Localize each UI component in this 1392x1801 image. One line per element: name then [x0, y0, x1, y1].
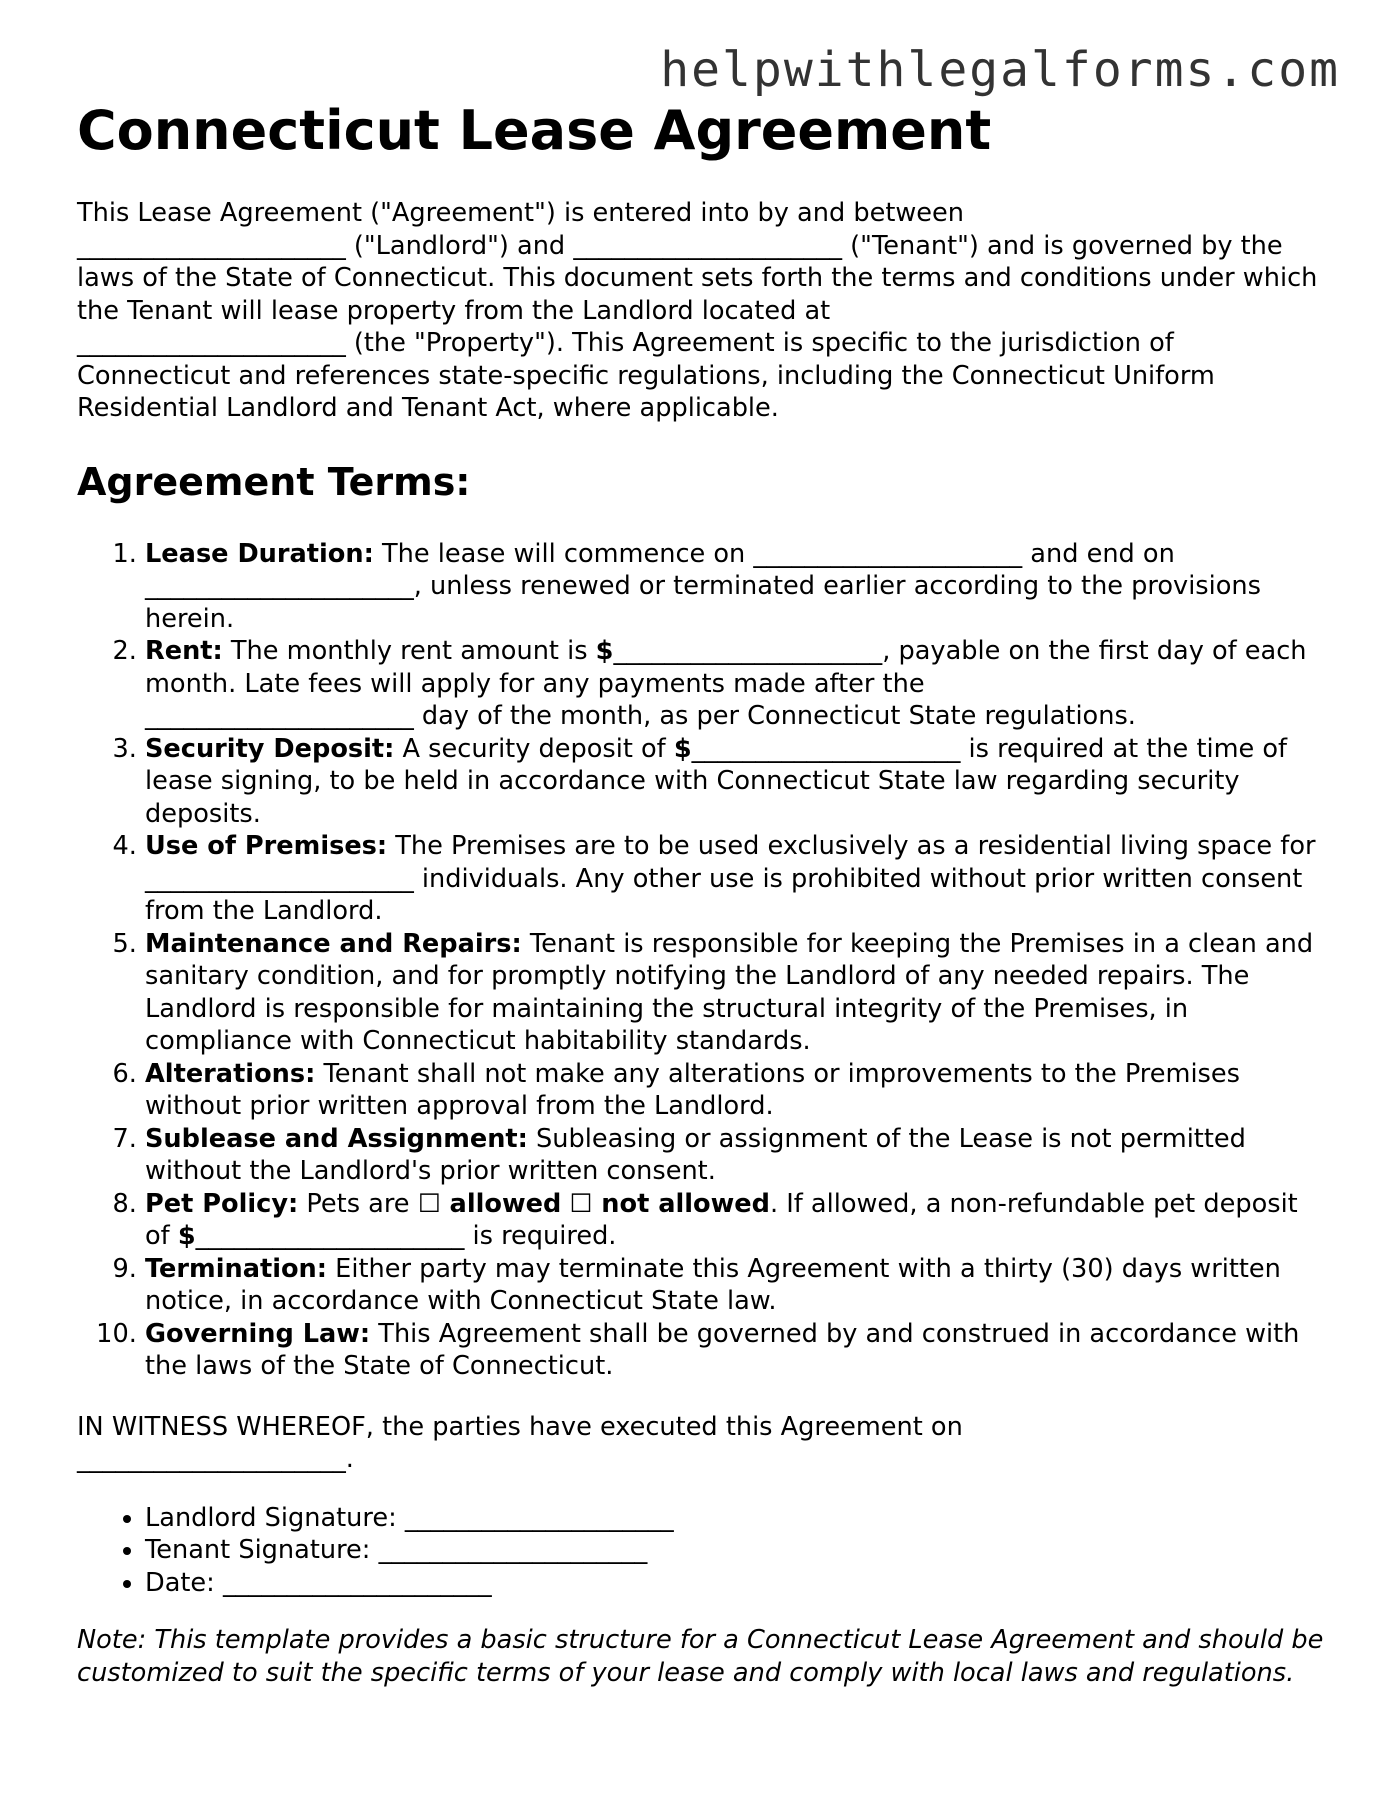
landlord-name-blank[interactable]: _____________________	[77, 230, 346, 261]
signature-date-blank[interactable]: _____________________	[222, 1567, 492, 1598]
witness-text: IN WITNESS WHEREOF, the parties have executed this Agreement on	[77, 1411, 963, 1442]
term-security-deposit	[145, 733, 1327, 831]
term-text: Pets are	[298, 1188, 418, 1219]
document-body	[77, 96, 1327, 1689]
term-text: The Premises are to be used exclusively as a residential living space for	[387, 831, 1316, 861]
term-text: , unless renewed or terminated earlier according to the provisions herein.	[145, 571, 1261, 634]
late-fee-day-blank[interactable]: _____________________	[145, 701, 414, 731]
signature-list	[77, 1502, 1327, 1600]
end-date-blank[interactable]: _____________________	[145, 571, 414, 601]
term-title: Sublease and Assignment:	[145, 1123, 528, 1154]
term-text: A security deposit of	[394, 733, 674, 764]
term-text: This Agreement shall be governed by and construed in accordance with the laws of the State of Connecticut.	[145, 1318, 1300, 1381]
dollar-sign: $	[595, 636, 614, 666]
term-maintenance	[145, 928, 1327, 1058]
term-title: Termination:	[145, 1253, 328, 1284]
intro-text: (the "Property"). This Agreement is specific to the jurisdiction of Connecticut and references state-specific regulations, including the Connecticut Uniform Residential Landlord and Tenant Act, where applicable.	[77, 328, 1215, 423]
terms-heading: Agreement Terms:	[77, 459, 471, 504]
term-text: individuals. Any other use is prohibited without prior written consent from the Landlord.	[145, 863, 1303, 926]
term-text: The monthly rent amount is	[222, 636, 596, 666]
landlord-signature-item	[145, 1502, 1327, 1535]
term-rent	[145, 635, 1327, 733]
intro-paragraph	[77, 197, 1327, 425]
signature-label: Tenant Signature:	[145, 1535, 379, 1565]
term-use-of-premises	[145, 830, 1327, 928]
witness-period: .	[345, 1444, 354, 1474]
term-text: Subleasing or assignment of the Lease is not permitted without the Landlord's prior written consent.	[145, 1123, 1246, 1186]
term-text: is required.	[464, 1221, 617, 1251]
term-alterations	[145, 1058, 1327, 1123]
terms-list	[77, 538, 1327, 1383]
term-text: , payable on the first day of each month. Late fees will apply for any payments made after the	[145, 636, 1307, 699]
term-pet-policy	[145, 1188, 1327, 1253]
term-text: Either party may terminate this Agreement with a thirty (30) days written notice, in accordance with Connecticut State law.	[145, 1253, 1281, 1316]
pet-deposit-blank[interactable]: _____________________	[195, 1221, 465, 1251]
template-note: Note: This template provides a basic structure for a Connecticut Lease Agreement and should be customized to suit the specific terms of your lease and comply with local laws and regulations.	[77, 1625, 1324, 1688]
page-title: Connecticut Lease Agreement	[77, 99, 992, 162]
signature-label: Landlord Signature:	[145, 1502, 405, 1533]
term-title: Rent:	[145, 636, 223, 666]
security-deposit-blank[interactable]: _____________________	[691, 733, 961, 764]
pets-not-allowed-label: not allowed	[592, 1188, 770, 1219]
term-sublease	[145, 1123, 1327, 1188]
rent-amount-blank[interactable]: _____________________	[613, 636, 883, 666]
property-address-blank[interactable]: _____________________	[77, 328, 346, 358]
term-title: Use of Premises:	[145, 831, 388, 861]
term-governing-law	[145, 1318, 1327, 1383]
term-text: The lease will commence on	[373, 538, 754, 569]
intro-text: ("Landlord") and	[345, 230, 574, 261]
term-lease-duration	[145, 538, 1327, 636]
term-title: Maintenance and Repairs:	[145, 928, 522, 959]
tenant-signature-blank[interactable]: _____________________	[378, 1535, 648, 1565]
term-text: Tenant shall not make any alterations or improvements to the Premises without prior written approval from the Landlord.	[145, 1058, 1240, 1121]
term-text: Tenant is responsible for keeping the Premises in a clean and sanitary condition, and for promptly notifying the Landlord of any needed repairs. The Landlord is responsible for maintaining the structural integrity of the Premises, in compliance with Connecticut habitability standards.	[145, 928, 1314, 1056]
execution-date-blank[interactable]: _____________________	[77, 1444, 346, 1474]
dollar-sign: $	[177, 1221, 196, 1251]
term-title: Alterations:	[145, 1058, 316, 1089]
date-item	[145, 1567, 1327, 1600]
intro-text: ("Tenant") and is governed by the laws of the State of Connecticut. This document sets forth the terms and conditions under which the Tenant will lease property from the Landlord located at	[77, 230, 1318, 326]
witness-paragraph	[77, 1411, 1327, 1476]
pets-not-allowed-checkbox[interactable]: ☐	[569, 1188, 593, 1219]
term-title: Security Deposit:	[145, 733, 395, 764]
term-text: is required at the time of lease signing, to be held in accordance with Connecticut State law regarding security deposits.	[145, 733, 1288, 829]
intro-text: This Lease Agreement ("Agreement") is entered into by and between	[77, 198, 965, 228]
dollar-sign: $	[673, 733, 692, 764]
occupants-blank[interactable]: _____________________	[145, 863, 414, 894]
landlord-signature-blank[interactable]: _____________________	[404, 1502, 674, 1533]
commence-date-blank[interactable]: _____________________	[753, 538, 1023, 569]
term-title: Pet Policy:	[145, 1188, 299, 1219]
term-title: Governing Law:	[145, 1318, 371, 1349]
pets-allowed-label: allowed	[440, 1188, 562, 1219]
tenant-name-blank[interactable]: _____________________	[573, 230, 843, 261]
tenant-signature-item	[145, 1534, 1327, 1567]
term-text: and end on	[1022, 538, 1175, 569]
watermark: helpwithlegalforms.com	[660, 42, 1340, 98]
term-termination	[145, 1253, 1327, 1318]
pets-allowed-checkbox[interactable]: ☐	[417, 1188, 441, 1219]
signature-label: Date:	[145, 1567, 223, 1598]
term-title: Lease Duration:	[145, 538, 374, 569]
term-text: . If allowed, a non-refundable pet deposit of	[145, 1188, 1298, 1251]
term-text: day of the month, as per Connecticut State regulations.	[413, 701, 1136, 731]
